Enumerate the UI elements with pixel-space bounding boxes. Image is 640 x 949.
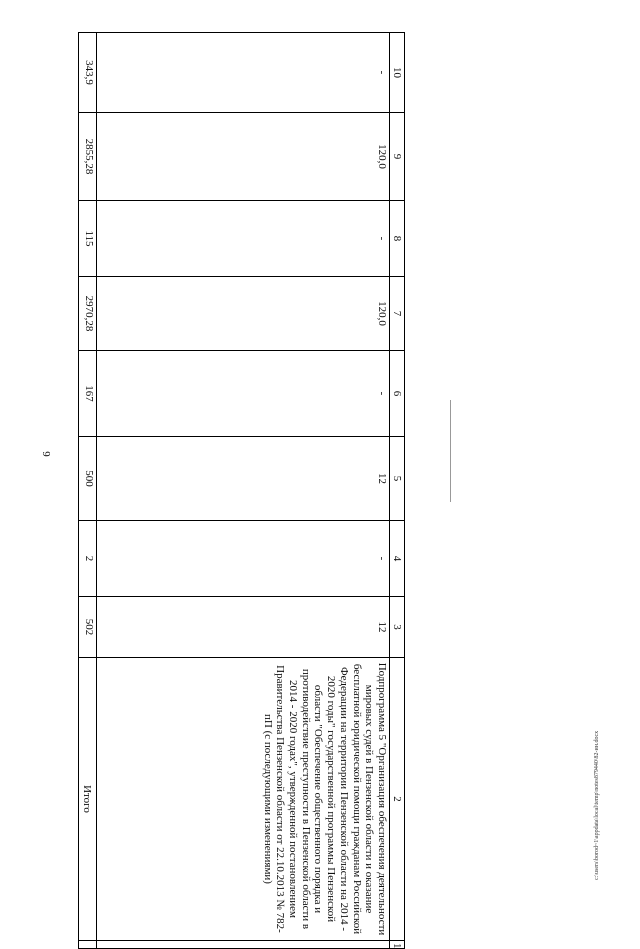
cell-col-5: 12 [97, 437, 390, 521]
header-col-6: 6 [390, 351, 405, 437]
cell-col-6: - [97, 351, 390, 437]
total-col-8: 115 [79, 201, 97, 277]
header-col-4: 4 [390, 521, 405, 597]
cell-col-4: - [97, 521, 390, 597]
total-col-5: 500 [79, 437, 97, 521]
header-col-1: 1 [390, 941, 405, 949]
header-col-3: 3 [390, 597, 405, 658]
total-col-7: 2970,28 [79, 277, 97, 351]
table-row [97, 33, 390, 949]
subprogram-description: Подпрограмма 5 "Организация обеспечения деятельности мировых судей в Пензенской области и оказание бесплатной юридической помощи гражданам Российской Федерации на территории Пензенской области на 2014 - 2020 годы" государственной программы Пензенской области "Обеспечение общественного порядка и противодействие преступности в Пензенской области в 2014 - 2020 годах", утвержденной постановлением Правительства Пензенской области от 22.10.2013 № 782-пП (с последующими изменениями) [97, 658, 390, 941]
cell-col-3: 12 [97, 597, 390, 658]
header-col-5: 5 [390, 437, 405, 521]
total-label: Итого [79, 658, 97, 941]
header-row [390, 33, 405, 949]
header-col-7: 7 [390, 277, 405, 351]
header-col-9: 9 [390, 113, 405, 201]
total-col-9: 2855,28 [79, 113, 97, 201]
page-number: 6 [41, 451, 53, 457]
footer-file-path: c:\users\borod~1\appdata\local\temp\notes879440\82-ин.docx [594, 730, 600, 880]
cell-col-1 [97, 941, 390, 949]
cell-col-9: 120,0 [97, 113, 390, 201]
total-col-1 [79, 941, 97, 949]
total-col-6: 167 [79, 351, 97, 437]
separator-line [450, 400, 451, 502]
total-row [79, 33, 97, 949]
total-col-10: 343,9 [79, 33, 97, 113]
cell-col-8: - [97, 201, 390, 277]
cell-col-10: - [97, 33, 390, 113]
header-col-8: 8 [390, 201, 405, 277]
budget-table [78, 32, 405, 949]
budget-table-rotated [78, 32, 405, 949]
cell-col-7: 120,0 [97, 277, 390, 351]
total-col-4: 2 [79, 521, 97, 597]
header-col-2: 2 [390, 658, 405, 941]
header-col-10: 10 [390, 33, 405, 113]
total-col-3: 502 [79, 597, 97, 658]
